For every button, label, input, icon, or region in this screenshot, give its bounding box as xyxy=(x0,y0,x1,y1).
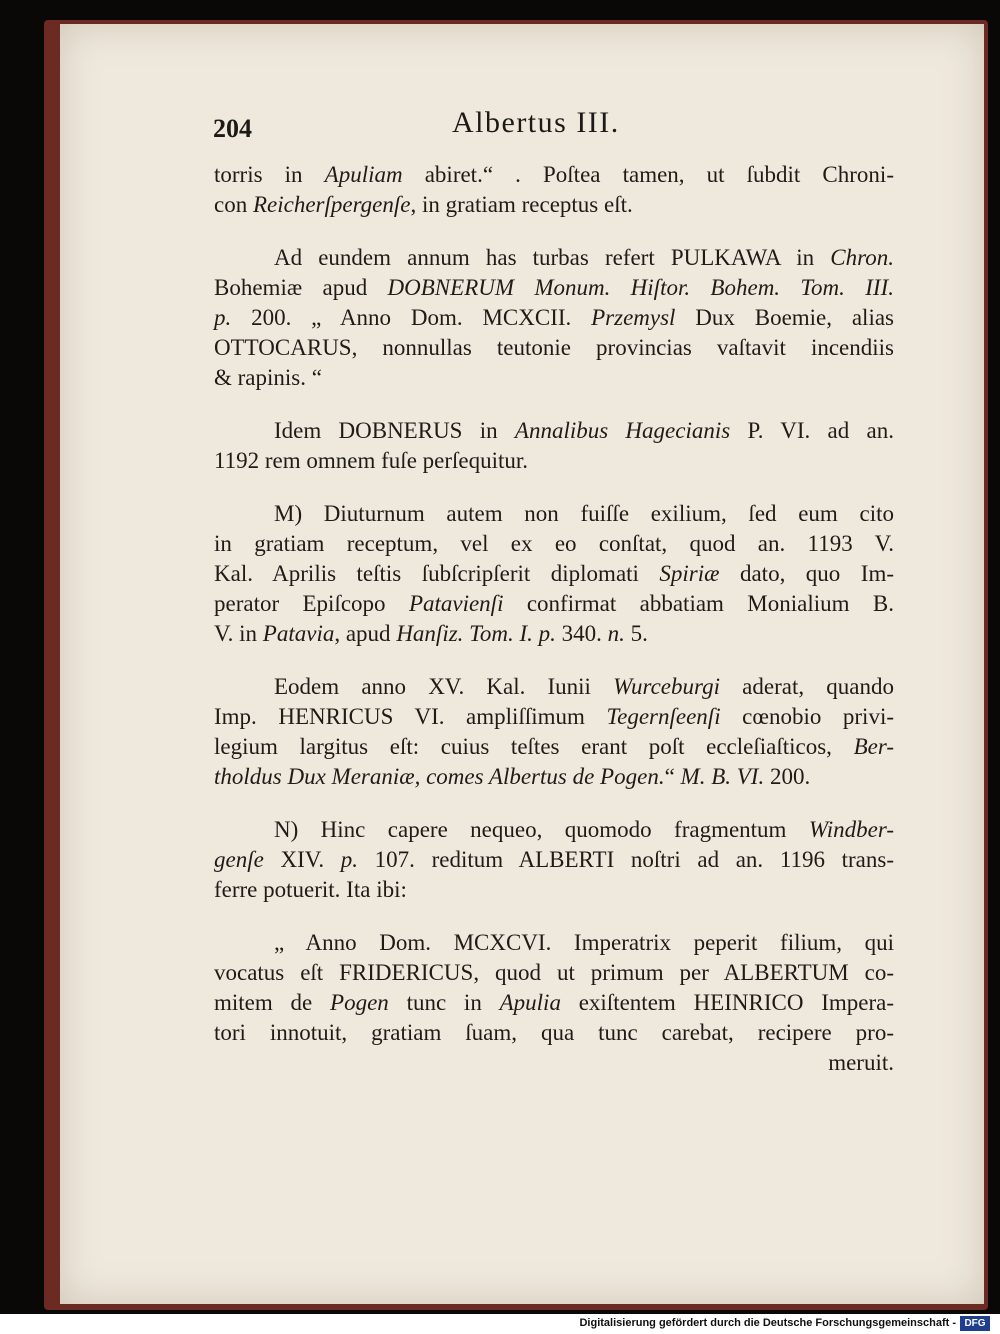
paragraph-dobnerus xyxy=(214,416,894,476)
text-line: vocatus eſt FRIDERICUS, quod ut primum per ALBERTUM co- xyxy=(214,960,894,985)
running-head: Albertus III. xyxy=(452,106,620,139)
text-line: 1192 rem omnem fuſe perſequitur. xyxy=(214,448,529,473)
book-page xyxy=(60,24,984,1304)
body-text xyxy=(214,160,894,1078)
footer-credit: Digitalisierung gefördert durch die Deutsche Forschungsgemeinschaft - xyxy=(579,1317,956,1329)
text-line: OTTOCARUS, nonnullas teutonie provincias vaſtavit incendiis xyxy=(214,335,894,360)
text-line: & rapinis. “ xyxy=(214,365,322,390)
text-line: tholdus Dux Meraniæ, comes Albertus de Pogen.“ M. B. VI. 200. xyxy=(214,764,811,789)
page-number: 204 xyxy=(213,114,252,143)
paragraph-pulkawa xyxy=(214,243,894,393)
text-line: torris in Apuliam abiret.“ . Poſtea tamen, ut ſubdit Chroni- xyxy=(214,162,894,187)
text-line: Bohemiæ apud DOBNERUM Monum. Hiſtor. Bohem. Tom. III. xyxy=(214,275,894,300)
text-line: ferre potuerit. Ita ibi: xyxy=(214,877,407,902)
text-line: Imp. HENRICUS VI. ampliſſimum Tegernſeenſi cœnobio privi- xyxy=(214,704,894,729)
text-line: Idem DOBNERUS in Annalibus Hagecianis P. VI. ad an. xyxy=(274,418,894,443)
digitization-footer xyxy=(0,1314,1000,1334)
text-line: perator Epiſcopo Patavienſi confirmat abbatiam Monialium B. xyxy=(214,591,895,616)
text-line: Eodem anno XV. Kal. Iunii Wurceburgi aderat, quando xyxy=(274,674,894,699)
text-line: tori innotuit, gratiam ſuam, qua tunc carebat, recipere pro- xyxy=(214,1020,894,1045)
text-line: in gratiam receptum, vel ex eo conſtat, quod an. 1193 V. xyxy=(214,531,894,556)
paragraph-continuation xyxy=(214,160,894,220)
note-n xyxy=(214,815,894,905)
text-line: con Reicherſpergenſe, in gratiam receptus eſt. xyxy=(214,192,633,217)
text-line: mitem de Pogen tunc in Apulia exiſtentem HEINRICO Impera- xyxy=(214,990,895,1015)
quotation-anno-mcxcvi xyxy=(214,928,894,1078)
text-line: Ad eundem annum has turbas refert PULKAWA in Chron. xyxy=(274,245,894,270)
text-line: meruit. xyxy=(828,1050,894,1075)
text-line: genſe XIV. p. 107. reditum ALBERTI noſtri ad an. 1196 trans- xyxy=(214,847,894,872)
note-m xyxy=(214,499,894,649)
text-line: V. in Patavia, apud Hanſiz. Tom. I. p. 340. n. 5. xyxy=(214,621,648,646)
dfg-logo-icon: DFG xyxy=(960,1316,990,1331)
text-line: „ Anno Dom. MCXCVI. Imperatrix peperit filium, qui xyxy=(274,930,894,955)
text-line: Kal. Aprilis teſtis ſubſcripſerit diplomati Spiriæ dato, quo Im- xyxy=(214,561,894,586)
text-line: M) Diuturnum autem non fuiſſe exilium, ſed eum cito xyxy=(274,501,894,526)
text-line: p. 200. „ Anno Dom. MCXCII. Przemysl Dux Boemie, alias xyxy=(214,305,894,330)
text-line: legium largitus eſt: cuius teſtes erant poſt eccleſiaſticos, Ber- xyxy=(214,734,894,759)
paragraph-eodem-anno xyxy=(214,672,894,792)
text-line: N) Hinc capere nequeo, quomodo fragmentum Windber- xyxy=(274,817,894,842)
